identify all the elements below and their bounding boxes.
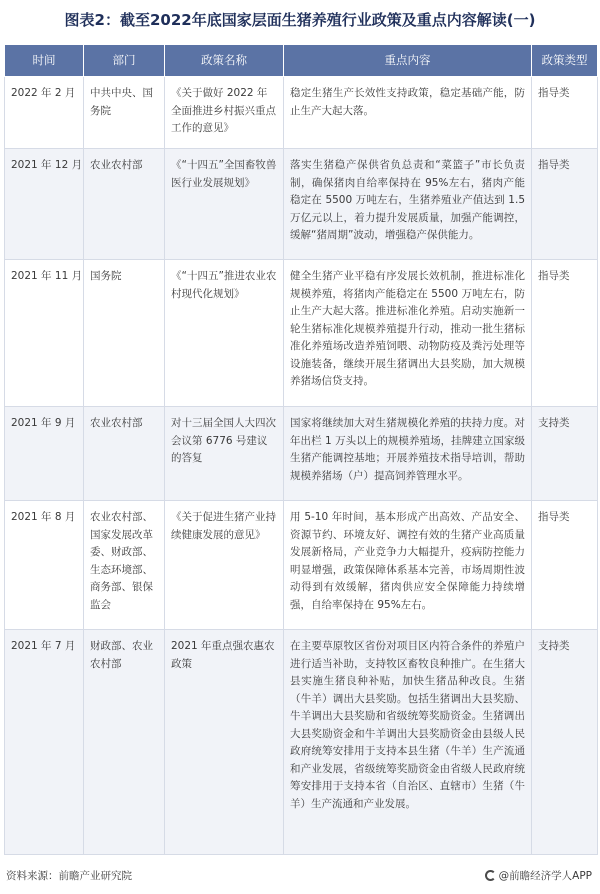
brand-text: @前瞻经济学人APP (498, 870, 592, 882)
cell-content: 健全生猪产业平稳有序发展长效机制，推进标准化规模养殖，将猪肉产能稳定在 5500 万吨左右，防止生产大起大落。推进标准化养殖。启动实施新一轮生猪标准化规模养殖提升行动，推动一批生猪标准化养殖场改造养殖饲喂、动物防疫及粪污处理等设施装备，继续开展生猪调出大县奖励，加大规模养猪场信贷支持。 (284, 260, 532, 407)
cell-dept: 农业农村部、国家发展改革委、财政部、生态环境部、商务部、银保监会 (84, 501, 165, 630)
cell-content: 稳定生猪生产长效性支持政策，稳定基础产能，防止生产大起大落。 (284, 77, 532, 149)
cell-policy-name: 《“十四五”推进农业农村现代化规划》 (165, 260, 284, 407)
cell-policy-type: 指导类 (532, 149, 598, 260)
table-row (5, 149, 598, 260)
cell-dept: 财政部、农业农村部 (84, 630, 165, 855)
cell-policy-type: 支持类 (532, 630, 598, 855)
cell-policy-type: 指导类 (532, 501, 598, 630)
source-note: 资料来源：前瞻产业研究院 (6, 870, 132, 882)
cell-content: 落实生猪稳产保供省负总责和“菜篮子”市长负责制，确保猪肉自给率保持在 95%左右，猪肉产能稳定在 5500 万吨左右，生猪养殖业产值达到 1.5 万亿元以上，着力提升发展质量，加强产能调控，缓解“猪周期”波动，增强稳产保供能力。 (284, 149, 532, 260)
cell-policy-type: 指导类 (532, 77, 598, 149)
cell-time: 2021 年 11 月 (5, 260, 84, 407)
cell-policy-name: 对十三届全国人大四次会议第 6776 号建议的答复 (165, 407, 284, 501)
footer (0, 866, 600, 888)
cell-policy-type: 支持类 (532, 407, 598, 501)
table-row (5, 501, 598, 630)
policy-table (4, 44, 598, 855)
cell-dept: 农业农村部 (84, 149, 165, 260)
cell-policy-name: 《关于做好 2022 年全面推进乡村振兴重点工作的意见》 (165, 77, 284, 149)
header-dept: 部门 (84, 45, 165, 77)
cell-time: 2021 年 9 月 (5, 407, 84, 501)
cell-dept: 国务院 (84, 260, 165, 407)
cell-dept: 农业农村部 (84, 407, 165, 501)
cell-policy-name: 2021 年重点强农惠农政策 (165, 630, 284, 855)
table-row (5, 407, 598, 501)
cell-content: 用 5-10 年时间，基本形成产出高效、产品安全、资源节约、环境友好、调控有效的生猪产业高质量发展新格局，产业竞争力大幅提升，疫病防控能力明显增强，政策保障体系基本完善，市场周期性波动得到有效缓解，猪肉供应安全保障能力持续增强，自给率保持在 95%左右。 (284, 501, 532, 630)
cell-policy-type: 指导类 (532, 260, 598, 407)
header-content: 重点内容 (284, 45, 532, 77)
cell-policy-name: 《“十四五”全国畜牧兽医行业发展规划》 (165, 149, 284, 260)
table-row (5, 77, 598, 149)
header-policy-name: 政策名称 (165, 45, 284, 77)
table-header-row (5, 45, 598, 77)
header-time: 时间 (5, 45, 84, 77)
cell-time: 2021 年 7 月 (5, 630, 84, 855)
header-policy-type: 政策类型 (532, 45, 598, 77)
cell-content: 国家将继续加大对生猪规模化养殖的扶持力度。对年出栏 1 万头以上的规模养殖场，挂牌建立国家级生猪产能调控基地；开展养殖技术指导培训，帮助规模养猪场（户）提高饲养管理水平。 (284, 407, 532, 501)
table-row (5, 260, 598, 407)
qianzhan-logo-icon (485, 870, 496, 881)
cell-content: 在主要草原牧区省份对项目区内符合条件的养殖户进行适当补助，支持牧区畜牧良种推广。在生猪大县实施生猪良种补贴，加快生猪品种改良。生猪（牛羊）调出大县奖励。包括生猪调出大县奖励、牛羊调出大县奖励和省级统筹奖励资金。生猪调出大县奖励资金和牛羊调出大县奖励资金由县级人民政府统筹安排用于支持本县生猪（牛羊）生产流通和产业发展，省级统筹奖励资金由省级人民政府统筹安排用于支持本省（自治区、直辖市）生猪（牛羊）生产流通和产业发展。 (284, 630, 532, 855)
cell-time: 2022 年 2 月 (5, 77, 84, 149)
cell-dept: 中共中央、国务院 (84, 77, 165, 149)
chart-title: 图表2：截至2022年底国家层面生猪养殖行业政策及重点内容解读(一) (64, 11, 536, 29)
cell-time: 2021 年 12 月 (5, 149, 84, 260)
cell-policy-name: 《关于促进生猪产业持续健康发展的意见》 (165, 501, 284, 630)
brand-credit (485, 868, 592, 883)
table-row (5, 630, 598, 855)
cell-time: 2021 年 8 月 (5, 501, 84, 630)
